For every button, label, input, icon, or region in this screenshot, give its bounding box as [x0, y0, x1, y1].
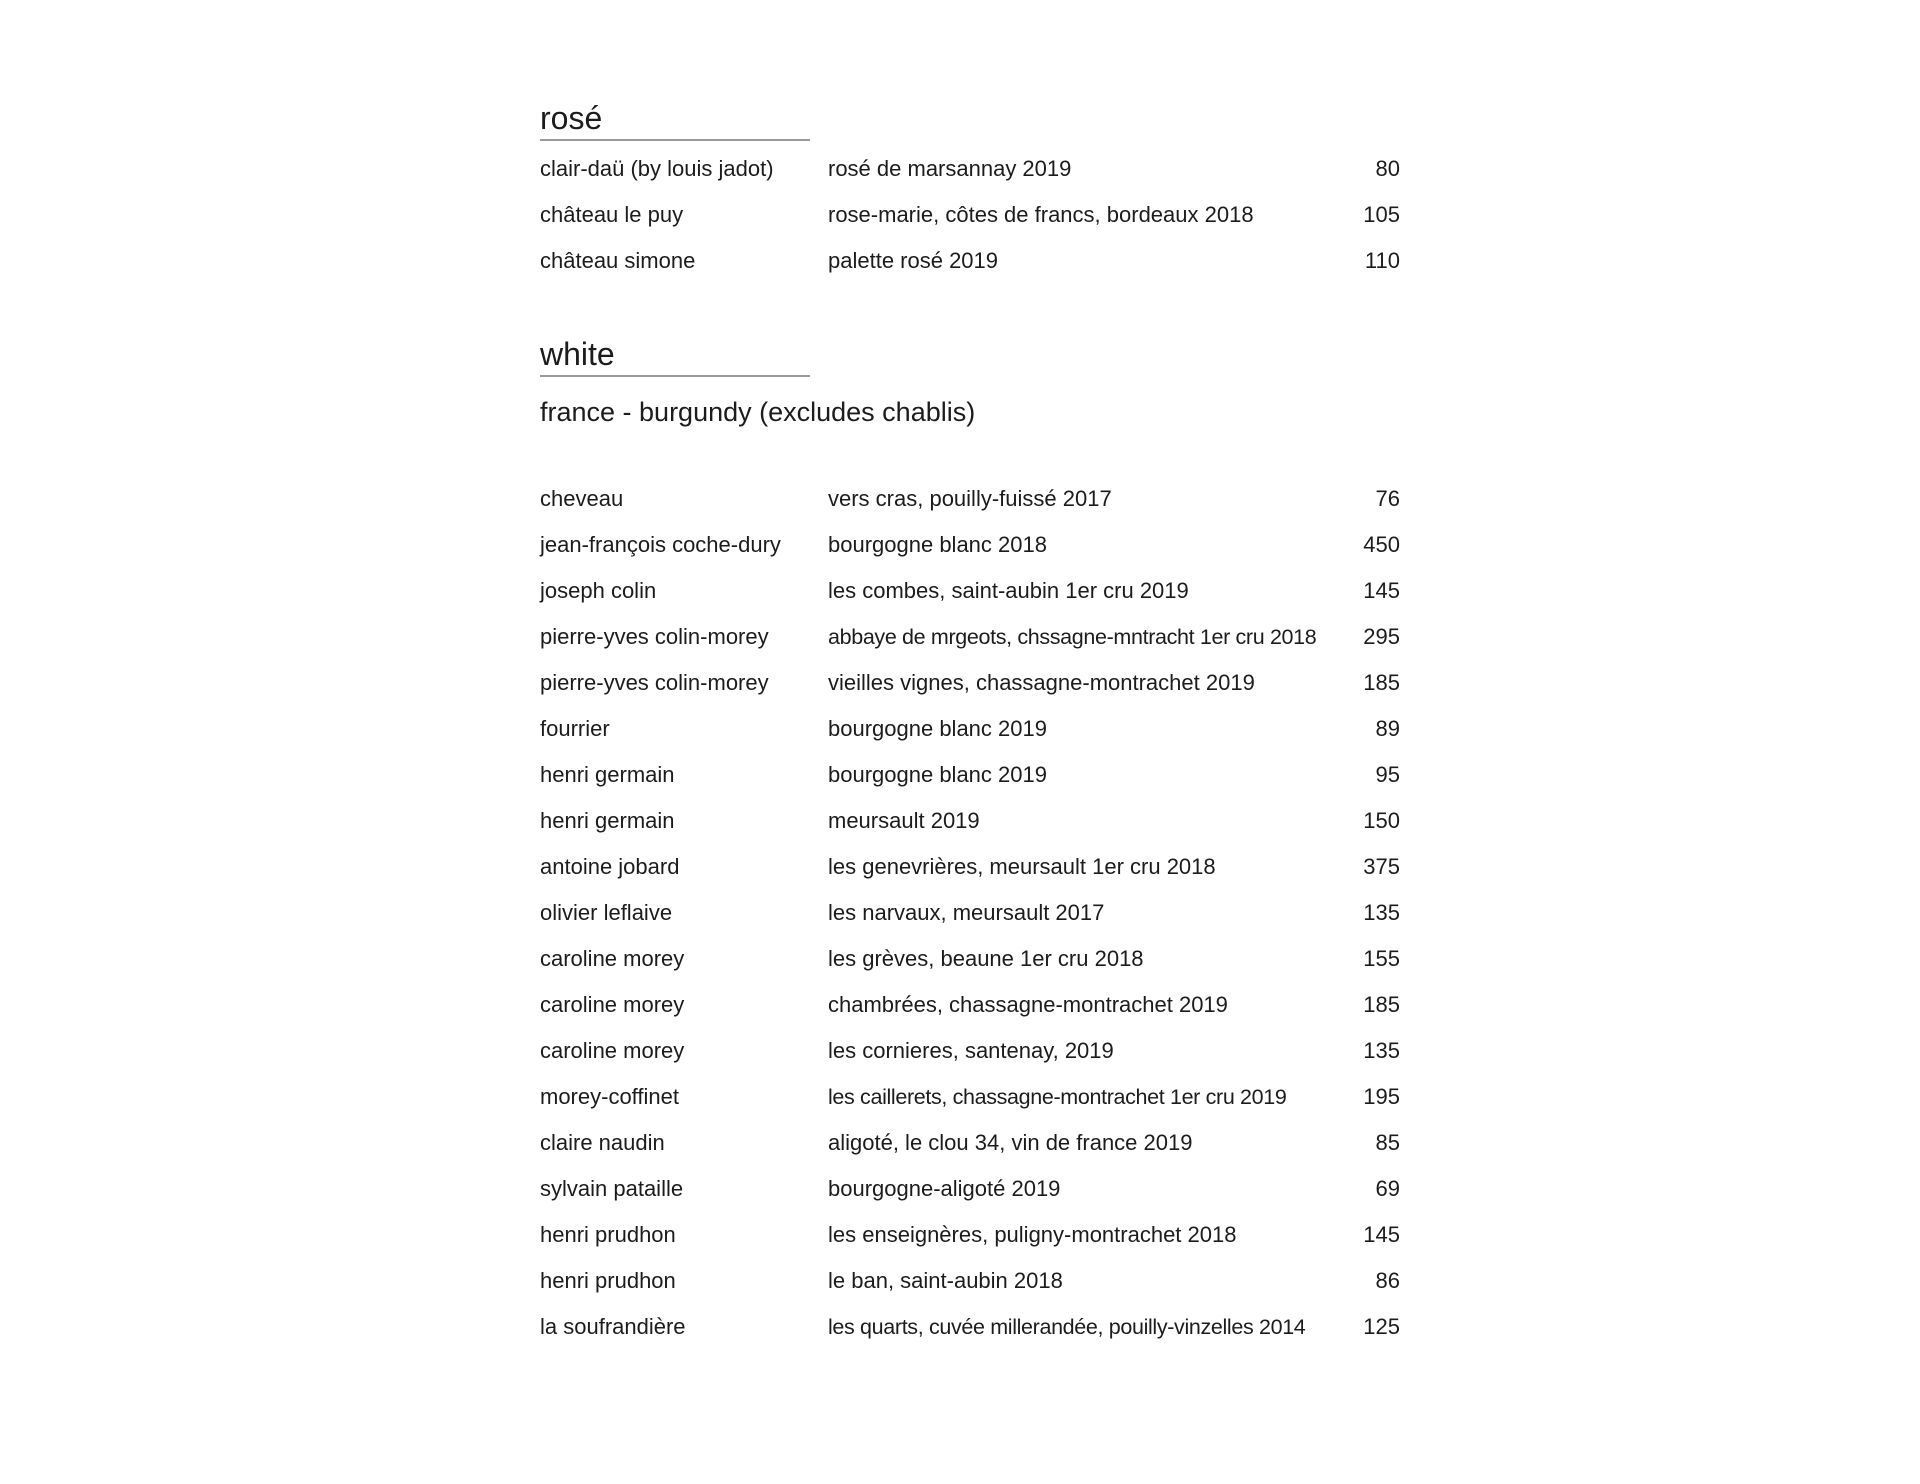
wine-name: palette rosé 2019 — [828, 248, 999, 273]
wine-producer: clair-daü (by louis jadot) — [540, 156, 774, 181]
rose-section — [540, 98, 1400, 284]
wine-row — [540, 192, 1400, 238]
wine-price: 80 — [1375, 156, 1400, 181]
wine-price: 135 — [1363, 900, 1400, 925]
wine-producer: caroline morey — [540, 946, 685, 971]
region-subheading: france - burgundy (excludes chablis) — [540, 397, 976, 427]
wine-name: meursault 2019 — [828, 808, 980, 833]
wine-producer: fourrier — [540, 716, 610, 741]
wine-price: 69 — [1375, 1176, 1400, 1201]
wine-producer: la soufrandière — [540, 1314, 686, 1339]
white-wine-list — [540, 476, 1400, 1350]
wine-name: chambrées, chassagne-montrachet 2019 — [828, 992, 1228, 1017]
wine-producer: claire naudin — [540, 1130, 665, 1155]
wine-name: bourgogne blanc 2019 — [828, 762, 1047, 787]
wine-price: 195 — [1363, 1084, 1400, 1109]
wine-row — [540, 1304, 1400, 1350]
wine-producer: sylvain pataille — [540, 1176, 684, 1201]
wine-name: les combes, saint-aubin 1er cru 2019 — [828, 578, 1189, 603]
wine-row — [540, 1028, 1400, 1074]
wine-price: 105 — [1363, 202, 1400, 227]
wine-producer: pierre-yves colin-morey — [540, 624, 769, 649]
wine-price: 185 — [1363, 992, 1400, 1017]
wine-producer: cheveau — [540, 486, 624, 511]
wine-price: 150 — [1363, 808, 1400, 833]
wine-name: le ban, saint-aubin 2018 — [828, 1268, 1063, 1293]
wine-name: abbaye de mrgeots, chssagne-mntracht 1er cru 2018 — [828, 625, 1317, 649]
wine-price: 95 — [1375, 762, 1400, 787]
wine-producer: jean-françois coche-dury — [540, 532, 781, 557]
wine-price: 145 — [1363, 1222, 1400, 1247]
wine-producer: château simone — [540, 248, 696, 273]
wine-name: les caillerets, chassagne-montrachet 1er cru 2019 — [828, 1085, 1287, 1109]
wine-price: 76 — [1375, 486, 1400, 511]
wine-price: 85 — [1375, 1130, 1400, 1155]
wine-producer: olivier leflaive — [540, 900, 673, 925]
wine-list-page — [540, 98, 1400, 1350]
section-title-white: white — [540, 336, 615, 372]
wine-producer: pierre-yves colin-morey — [540, 670, 769, 695]
wine-row — [540, 476, 1400, 522]
wine-row — [540, 522, 1400, 568]
wine-producer: caroline morey — [540, 992, 685, 1017]
wine-name: les quarts, cuvée millerandée, pouilly-vinzelles 2014 — [828, 1315, 1306, 1339]
wine-name: bourgogne-aligoté 2019 — [828, 1176, 1061, 1201]
wine-producer: henri prudhon — [540, 1268, 676, 1293]
wine-row — [540, 890, 1400, 936]
section-title-rose: rosé — [540, 100, 603, 136]
wine-producer: henri germain — [540, 762, 675, 787]
wine-price: 125 — [1363, 1314, 1400, 1339]
wine-producer: joseph colin — [540, 578, 657, 603]
wine-row — [540, 146, 1400, 192]
wine-name: bourgogne blanc 2019 — [828, 716, 1047, 741]
wine-name: rose-marie, côtes de francs, bordeaux 2018 — [828, 202, 1254, 227]
wine-row — [540, 614, 1400, 660]
wine-price: 185 — [1363, 670, 1400, 695]
wine-row — [540, 1166, 1400, 1212]
wine-producer: henri germain — [540, 808, 675, 833]
wine-producer: château le puy — [540, 202, 684, 227]
wine-row — [540, 238, 1400, 284]
wine-name: les cornieres, santenay, 2019 — [828, 1038, 1114, 1063]
wine-row — [540, 1212, 1400, 1258]
wine-row — [540, 1120, 1400, 1166]
wine-price: 295 — [1363, 624, 1400, 649]
wine-price: 86 — [1375, 1268, 1400, 1293]
wine-producer: henri prudhon — [540, 1222, 676, 1247]
wine-name: les grèves, beaune 1er cru 2018 — [828, 946, 1144, 971]
wine-price: 89 — [1375, 716, 1400, 741]
section-divider — [540, 375, 810, 377]
wine-name: bourgogne blanc 2018 — [828, 532, 1047, 557]
wine-row — [540, 798, 1400, 844]
section-divider — [540, 139, 810, 141]
wine-name: vers cras, pouilly-fuissé 2017 — [828, 486, 1112, 511]
wine-price: 375 — [1363, 854, 1400, 879]
wine-row — [540, 1074, 1400, 1120]
wine-row — [540, 660, 1400, 706]
wine-row — [540, 568, 1400, 614]
wine-name: vieilles vignes, chassagne-montrachet 2019 — [828, 670, 1255, 695]
wine-name: les narvaux, meursault 2017 — [828, 900, 1105, 925]
wine-name: les enseignères, puligny-montrachet 2018 — [828, 1222, 1237, 1247]
wine-row — [540, 1258, 1400, 1304]
wine-producer: morey-coffinet — [540, 1084, 679, 1109]
wine-producer: caroline morey — [540, 1038, 685, 1063]
wine-price: 450 — [1363, 532, 1400, 557]
wine-row — [540, 936, 1400, 982]
wine-price: 135 — [1363, 1038, 1400, 1063]
wine-row — [540, 706, 1400, 752]
wine-name: les genevrières, meursault 1er cru 2018 — [828, 854, 1216, 879]
wine-price: 110 — [1364, 248, 1400, 273]
wine-price: 155 — [1363, 946, 1400, 971]
wine-row — [540, 982, 1400, 1028]
wine-price: 145 — [1363, 578, 1400, 603]
white-section — [540, 334, 1400, 1350]
wine-row — [540, 752, 1400, 798]
wine-name: rosé de marsannay 2019 — [828, 156, 1072, 181]
wine-producer: antoine jobard — [540, 854, 680, 879]
wine-row — [540, 844, 1400, 890]
wine-name: aligoté, le clou 34, vin de france 2019 — [828, 1130, 1193, 1155]
rose-wine-list — [540, 146, 1400, 284]
